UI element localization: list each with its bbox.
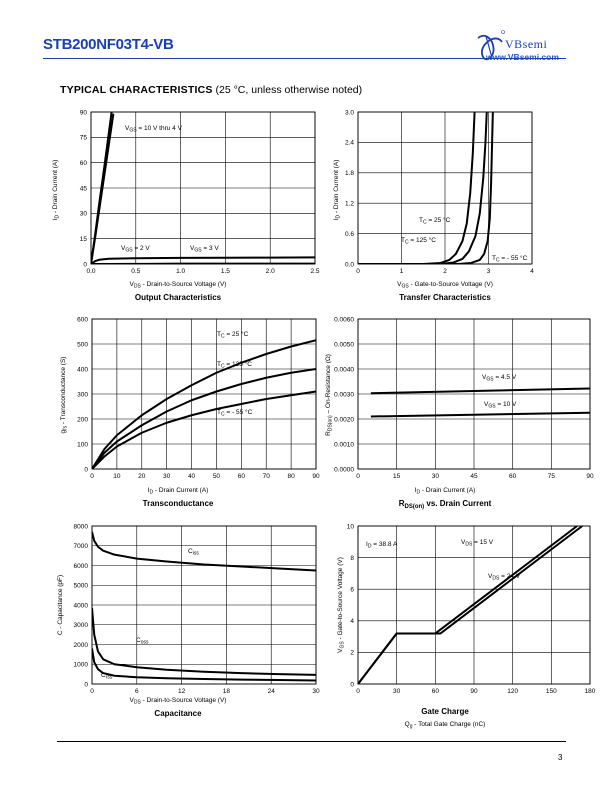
annotation-coss: $C_{oss}$ — [136, 637, 149, 646]
x-tick-label: 60 — [237, 473, 245, 480]
curve-coss — [92, 608, 316, 675]
curve-vgs-4-5v — [371, 389, 590, 394]
y-tick-label: 0.0000 — [334, 466, 354, 474]
annotation-vds-15v: $V_{DS} = 15$ V — [461, 539, 494, 548]
x-axis-label: $V_{DS}$ - Drain-to-Source Voltage (V) — [129, 697, 227, 706]
y-tick-label: 500 — [77, 341, 88, 349]
curve-vgs-10v — [371, 413, 590, 417]
plot-area — [74, 523, 320, 695]
x-tick-label: 150 — [545, 688, 557, 695]
y-tick-label: 45 — [79, 185, 87, 193]
x-tick-label: 75 — [547, 473, 555, 480]
x-tick-label: 0 — [90, 473, 94, 480]
website-url[interactable]: www.VBsemi.com — [486, 52, 559, 62]
y-tick-label: 4 — [350, 618, 354, 626]
x-axis-label: $I_D$ - Drain Current (A) — [147, 487, 209, 496]
x-tick-label: 4 — [530, 268, 534, 275]
annotation-tc-125c: $T_C = 125$ °C — [401, 237, 436, 246]
y-tick-label: 1.2 — [344, 200, 354, 208]
plot-area — [347, 523, 596, 695]
y-tick-label: 5000 — [73, 582, 88, 590]
annotation-vgs-10-4v: $V_{GS} = 10$ V thru 4 V — [125, 125, 182, 134]
y-tick-label: 2 — [350, 649, 354, 657]
annotation-tc-minus55c: $T_C$ = - 55 °C — [492, 255, 528, 264]
y-tick-label: 0 — [83, 261, 87, 269]
x-axis-label: $V_{GS}$ - Gate-to-Source Voltage (V) — [397, 281, 493, 290]
y-tick-label: 0.0050 — [334, 341, 354, 349]
plot-area — [334, 316, 594, 480]
y-tick-label: 0.0020 — [334, 416, 354, 424]
y-axis-label: C - Capacitance (pF) — [57, 574, 64, 636]
annotation-vds-24v: $V_{DS} = 24$ V — [488, 573, 521, 582]
x-tick-label: 60 — [431, 688, 439, 695]
x-tick-label: 30 — [393, 688, 401, 695]
x-tick-label: 2.5 — [310, 268, 320, 275]
x-tick-label: 2 — [443, 268, 447, 275]
x-tick-label: 0 — [356, 473, 360, 480]
rdson-vs-drain-current-chart — [300, 312, 594, 512]
annotation-tc-25c: $T_C = 25$ °C — [217, 331, 249, 340]
x-tick-label: 15 — [393, 473, 401, 480]
curve-tc-minus55c — [92, 392, 316, 470]
y-tick-label: 6000 — [73, 562, 88, 570]
x-tick-label: 90 — [470, 688, 478, 695]
y-tick-label: 0.0060 — [334, 316, 354, 324]
y-tick-label: 75 — [79, 134, 87, 142]
y-tick-label: 1.8 — [344, 170, 354, 178]
plot-area — [77, 316, 320, 480]
x-tick-label: 1.0 — [176, 268, 186, 275]
x-tick-label: 6 — [134, 688, 139, 695]
y-axis-label: $g_{fs}$ - Transconductance (S) — [60, 356, 69, 434]
x-tick-label: 24 — [267, 688, 275, 695]
x-tick-label: 50 — [212, 473, 221, 480]
y-axis-label: $I_D$ - Drain Current (A) — [52, 159, 61, 221]
y-tick-label: 0 — [84, 681, 88, 689]
y-tick-label: 1000 — [73, 661, 88, 669]
x-tick-label: 3 — [486, 268, 491, 275]
x-tick-label: 70 — [262, 473, 270, 480]
page-number: 3 — [558, 753, 563, 762]
transfer-characteristics-chart — [300, 104, 550, 304]
x-tick-label: 0 — [356, 268, 360, 275]
x-tick-label: 30 — [431, 473, 439, 480]
y-tick-label: 6 — [350, 586, 354, 594]
y-tick-label: 60 — [79, 159, 87, 167]
y-tick-label: 0.6 — [344, 230, 354, 238]
y-tick-label: 0 — [84, 466, 88, 474]
x-axis-label: $I_D$ - Drain Current (A) — [414, 487, 476, 496]
x-tick-label: 1.5 — [220, 268, 230, 275]
annotation-vgs-10v: $V_{GS} = 10$ V — [484, 401, 517, 410]
y-tick-label: 2000 — [73, 641, 88, 649]
y-tick-label: 0.0030 — [334, 391, 354, 399]
capacitance-chart — [40, 520, 320, 720]
x-axis-label: $V_{DS}$ - Drain-to-Source Voltage (V) — [129, 281, 227, 290]
x-tick-label: 18 — [222, 688, 231, 695]
annotation-tc-minus55c: $T_C$ = - 55 °C — [217, 409, 253, 418]
y-tick-label: 600 — [77, 316, 88, 324]
annotation-crss: $C_{rss}$ — [101, 672, 113, 681]
annotation-vgs-4-5v: $V_{GS} = 4.5$ V — [482, 374, 517, 383]
y-tick-label: 400 — [77, 366, 88, 374]
y-tick-label: 3.0 — [344, 109, 354, 117]
section-heading — [60, 84, 362, 96]
x-tick-label: 1 — [399, 268, 404, 275]
y-tick-label: 300 — [77, 391, 88, 399]
chart-title: Output Characteristics — [134, 293, 222, 302]
y-tick-label: 10 — [346, 523, 354, 531]
x-tick-label: 10 — [113, 473, 121, 480]
x-tick-label: 40 — [187, 473, 196, 480]
chart-title: $R_{DS(on)}$ vs. Drain Current — [398, 499, 492, 510]
x-tick-label: 0.5 — [131, 268, 141, 275]
annotation-id: $I_D = 38.8$ A — [366, 541, 398, 550]
annotation-vgs-3v: $V_{GS} = 3$ V — [190, 245, 219, 254]
y-tick-label: 8000 — [73, 523, 88, 531]
footer-rule — [57, 741, 566, 742]
x-tick-label: 60 — [509, 473, 517, 480]
chart-title: Transfer Characteristics — [399, 293, 491, 302]
y-tick-label: 3000 — [73, 622, 88, 630]
x-axis-label: $Q_g$ - Total Gate Charge (nC) — [404, 721, 486, 730]
y-tick-label: 2.4 — [344, 139, 354, 147]
chart-title: Transconductance — [142, 499, 214, 508]
x-tick-label: 2.0 — [265, 268, 275, 275]
x-tick-label: 80 — [287, 473, 295, 480]
chart-title: Capacitance — [154, 709, 202, 718]
x-tick-label: 12 — [177, 688, 186, 695]
y-tick-label: 0.0040 — [334, 366, 354, 374]
curve-vgs-4v — [91, 114, 113, 264]
chart-title: Gate Charge — [421, 707, 469, 716]
annotation-tc-125c: $T_C = 125$ °C — [217, 361, 252, 370]
y-tick-label: 100 — [77, 441, 88, 449]
y-tick-label: 0.0010 — [334, 441, 354, 449]
y-tick-label: 7000 — [73, 543, 88, 551]
x-tick-label: 45 — [470, 473, 478, 480]
header-rule — [43, 58, 566, 59]
y-axis-label: $V_{GS}$ - Gate-to-Source Voltage (V) — [337, 557, 346, 653]
y-tick-label: 0 — [350, 681, 354, 689]
y-tick-label: 30 — [79, 210, 87, 218]
curve-tc-25c — [92, 340, 316, 469]
x-tick-label: 0.0 — [86, 268, 96, 275]
curve-vds-15v — [358, 526, 577, 684]
brand-name: VBsemi — [505, 37, 548, 51]
y-axis-label: $R_{DS(on)}$ – On-Resistance (Ω) — [325, 354, 334, 436]
y-tick-label: 0.0 — [344, 261, 354, 269]
transconductance-chart — [40, 312, 320, 512]
part-number: STB200NF03T4-VB — [43, 36, 174, 53]
y-tick-label: 15 — [79, 235, 87, 243]
x-tick-label: 20 — [138, 473, 146, 480]
plot-area — [345, 109, 534, 275]
y-tick-label: 4000 — [73, 602, 88, 610]
x-tick-label: 120 — [507, 688, 519, 695]
annotation-tc-25c: $T_C = 25$ °C — [419, 217, 451, 226]
x-tick-label: 30 — [163, 473, 171, 480]
annotation-vgs-2v: $V_{GS} = 2$ V — [121, 245, 150, 254]
y-axis-label: $I_D$ - Drain Current (A) — [333, 159, 342, 221]
curve-vds-24v — [358, 526, 582, 684]
y-tick-label: 8 — [350, 554, 354, 562]
section-note: (25 °C, unless otherwise noted) — [215, 84, 363, 96]
x-tick-label: 30 — [312, 688, 320, 695]
gate-charge-chart — [300, 520, 596, 730]
x-tick-label: 0 — [90, 688, 94, 695]
annotation-ciss: $C_{iss}$ — [188, 548, 199, 557]
x-tick-label: 90 — [312, 473, 320, 480]
x-tick-label: 0 — [356, 688, 360, 695]
y-tick-label: 90 — [79, 109, 87, 117]
output-characteristics-chart — [40, 104, 320, 304]
x-tick-label: 90 — [586, 473, 594, 480]
curve-ciss — [92, 532, 316, 571]
section-title: TYPICAL CHARACTERISTICS — [60, 84, 213, 96]
y-tick-label: 200 — [77, 416, 88, 424]
x-tick-label: 180 — [584, 688, 596, 695]
